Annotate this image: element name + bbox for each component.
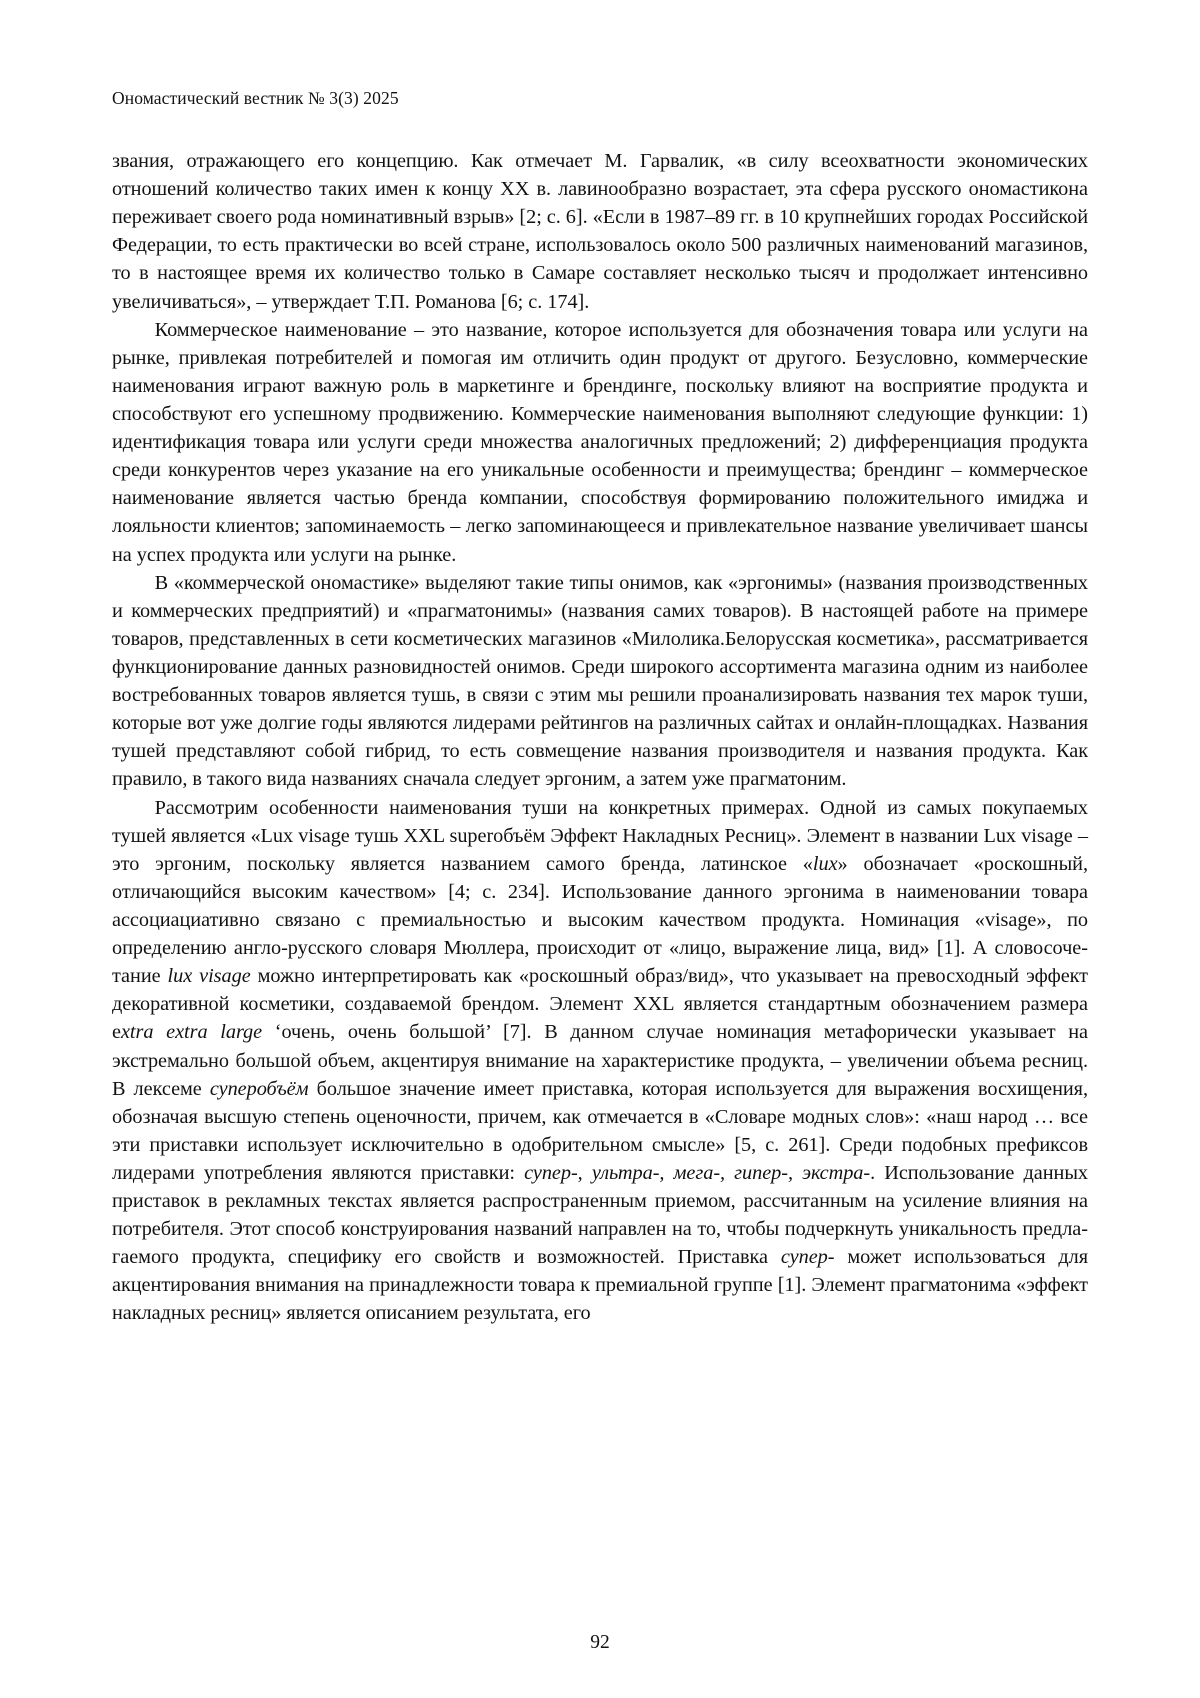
page-number: 92 <box>590 1632 610 1653</box>
text-run: супер- <box>780 1246 835 1269</box>
text-run: большое значение имеет приставка, которая используется для выражения восхищения, обозначая высшую степень оценочности, причем, как отмечается в «Словаре модных слов»: «наш народ … все эти приставки использует исключительно в одобрительном смысле» [5, с. 261]. Среди подобных префиксов лидерами употребления являются приставки: <box>112 1077 1088 1184</box>
text-run: можно интерпретировать как «роскошный образ/вид», что указывает на превосходный эффект декоративной косметики, создаваемой брендом. Элемент XXL является стандартным обозначением размера e <box>112 965 1088 1044</box>
text-run: может использоваться для акцентирования внимания на принадлежности товара к премиальной группе [1]. Элемент прагматонима «эффект накладных ресниц» является описанием результата, его <box>112 1246 1088 1325</box>
text-run: Рассмотрим особенности наименования туши на конкретных примерах. Одной из самых покупаемых тушей является «Lux visage тушь XXL superобъём Эффект Накладных Ресниц». Элемент в названии Lux visage – это эргоним, поскольку является названием самого бренда, латинское « <box>112 796 1088 875</box>
text-run: lux <box>812 852 838 875</box>
text-run: суперобъём <box>209 1077 309 1100</box>
text-run: ‘очень, очень большой’ [7]. В данном случае номинация метафорически указывает на экстремально большой объем, акцентируя внимание на характеристике продукта, – увеличении объема ресниц. В лексеме <box>112 1021 1088 1100</box>
paragraph-2: Коммерческое наименование – это название, которое используется для обозначения товара или услуги на рынке, привлекая потребителей и помогая им отличить один продукт от другого. Безусловно, коммерческие наименования играют важную роль в маркетинге и брендинге, поскольку влияют на восприятие продукта и способствуют его успешному продвижению. Коммерческие наименования выполняют следующие функции: 1) идентификация товара или услуги среди множества аналогичных предложений; 2) дифференциация продукта среди конкурентов через указание на его уникальные особенности и преимущества; брендинг – коммерческое наименование является частью бренда компании, способствуя формированию положительного имиджа и лояльности клиентов; запоминаемость – легко запоминающееся и привлекательное название увеличивает шансы на успех продукта или услуги на рынке. <box>112 318 1088 566</box>
paragraph-3: В «коммерческой ономастике» выделяют такие типы онимов, как «эргонимы» (названия производственных и коммерческих предприятий) и «прагматонимы» (названия самих товаров). В настоящей работе на примере товаров, представленных в сети косметических магазинов «Милолика.Белорусская косметика», рассматривается функционирование данных разновидностей онимов. Среди широкого ассортимента магазина одним из наиболее востребованных товаров является тушь, в связи с этим мы решили проанализировать названия тех марок туши, которые вот уже долгие годы являются лидерами рейтингов на различных сайтах и онлайн-площадках. Названия тушей представляют собой гибрид, то есть совмещение названия производителя и названия продукта. Как правило, в такого вида названиях сначала следует эргоним, а затем уже прагматоним. <box>112 571 1088 791</box>
body-text <box>112 147 1088 1328</box>
text-run: lux visage <box>167 965 251 988</box>
text-run: . Использование данных приставок в рекламных текстах является распространенным приемом, рассчитанным на усиление влияния на потребителя. Этот способ конструирования названий направлен на то, чтобы подчеркнуть уникальность предлагаемого продукта, специфику его свойств и возможностей. Приставка <box>112 1161 1088 1269</box>
text-run: xtra extra large <box>120 1021 263 1044</box>
paragraph-1: звания, отражающего его концепцию. Как отмечает М. Гарвалик, «в силу всеохватности экономических отношений количество таких имен к концу XX в. лавинообразно возрастает, эта сфера русского ономастикона переживает своего рода номинативный взрыв» [2; с. 6]. «Если в 1987–89 гг. в 10 крупнейших городах Российской Федерации, то есть практически во всей стране, использовалось около 500 различных наименований магазинов, то в настоящее время их количество только в Самаре составляет несколько тысяч и продолжает интенсивно увеличиваться», – утверждает Т.П. Романова [6; с. 174]. <box>112 150 1088 313</box>
text-run: супер-, ультра-, мега-, гипер-, экстра- <box>524 1161 871 1184</box>
paragraph-4 <box>112 794 1088 1328</box>
running-head: Ономастический вестник № 3(3) 2025 <box>112 88 399 108</box>
text-run: » обозначает «роскошный, отличающийся высоким качеством» [4; с. 234]. Использование данного эргонима в наименовании товара ассоциациативно связано с премиальностью и высоким качеством продукта. Номинация «visage», по определению англо-русского словаря Мюллера, происходит от «лицо, выражение лица, вид» [1]. А словосочетание <box>112 852 1089 988</box>
